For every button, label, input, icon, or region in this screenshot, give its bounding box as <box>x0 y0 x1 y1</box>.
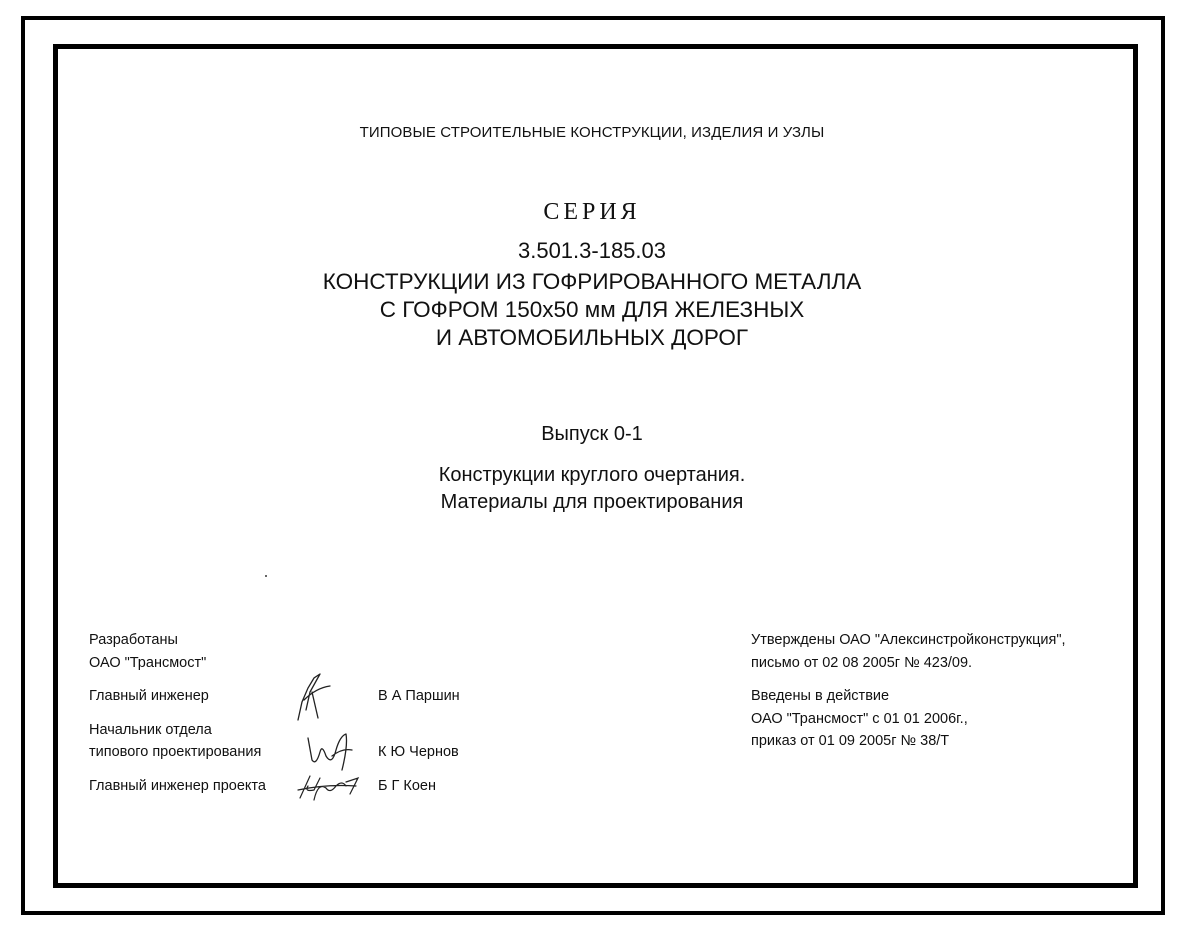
approved-line: Утверждены ОАО "Алексинстройконструкция", <box>751 632 1066 648</box>
developed-label: Разработаны <box>89 632 178 648</box>
developed-org: ОАО "Трансмост" <box>89 655 207 671</box>
enacted-order: приказ от 01 09 2005г № 38/Т <box>751 733 950 749</box>
role-title: Начальник отдела <box>89 722 212 738</box>
role-title: Главный инженер <box>89 688 209 704</box>
signature-chernov <box>302 730 358 774</box>
scan-speck <box>265 575 267 577</box>
document-title <box>0 268 1184 352</box>
enacted-org: ОАО "Трансмост" с 01 01 2006г., <box>751 711 968 727</box>
series-label: СЕРИЯ <box>543 199 641 225</box>
document-header: ТИПОВЫЕ СТРОИТЕЛЬНЫЕ КОНСТРУКЦИИ, ИЗДЕЛИЯ И УЗЛЫ <box>359 124 825 141</box>
title-line: КОНСТРУКЦИИ ИЗ ГОФРИРОВАННОГО МЕТАЛЛА <box>322 269 862 294</box>
subtitle-line: Конструкции круглого очертания. <box>438 464 746 486</box>
approved-letter: письмо от 02 08 2005г № 423/09. <box>751 655 973 671</box>
signature-koen <box>296 772 362 802</box>
role-name: В А Паршин <box>378 688 460 704</box>
document-subtitle <box>0 462 1184 516</box>
role-name: Б Г Коен <box>378 778 437 794</box>
subtitle-line: Материалы для проектирования <box>440 491 744 513</box>
title-line: И АВТОМОБИЛЬНЫХ ДОРОГ <box>435 325 749 350</box>
series-code: 3.501.3-185.03 <box>517 238 667 263</box>
enacted-label: Введены в действие <box>751 688 890 704</box>
signature-parshin <box>290 670 340 724</box>
issue-number: Выпуск 0-1 <box>541 423 643 445</box>
title-line: С ГОФРОМ 150х50 мм ДЛЯ ЖЕЛЕЗНЫХ <box>379 297 805 322</box>
role-name: К Ю Чернов <box>378 744 459 760</box>
role-title: типового проектирования <box>89 744 262 760</box>
role-title: Главный инженер проекта <box>89 778 266 794</box>
